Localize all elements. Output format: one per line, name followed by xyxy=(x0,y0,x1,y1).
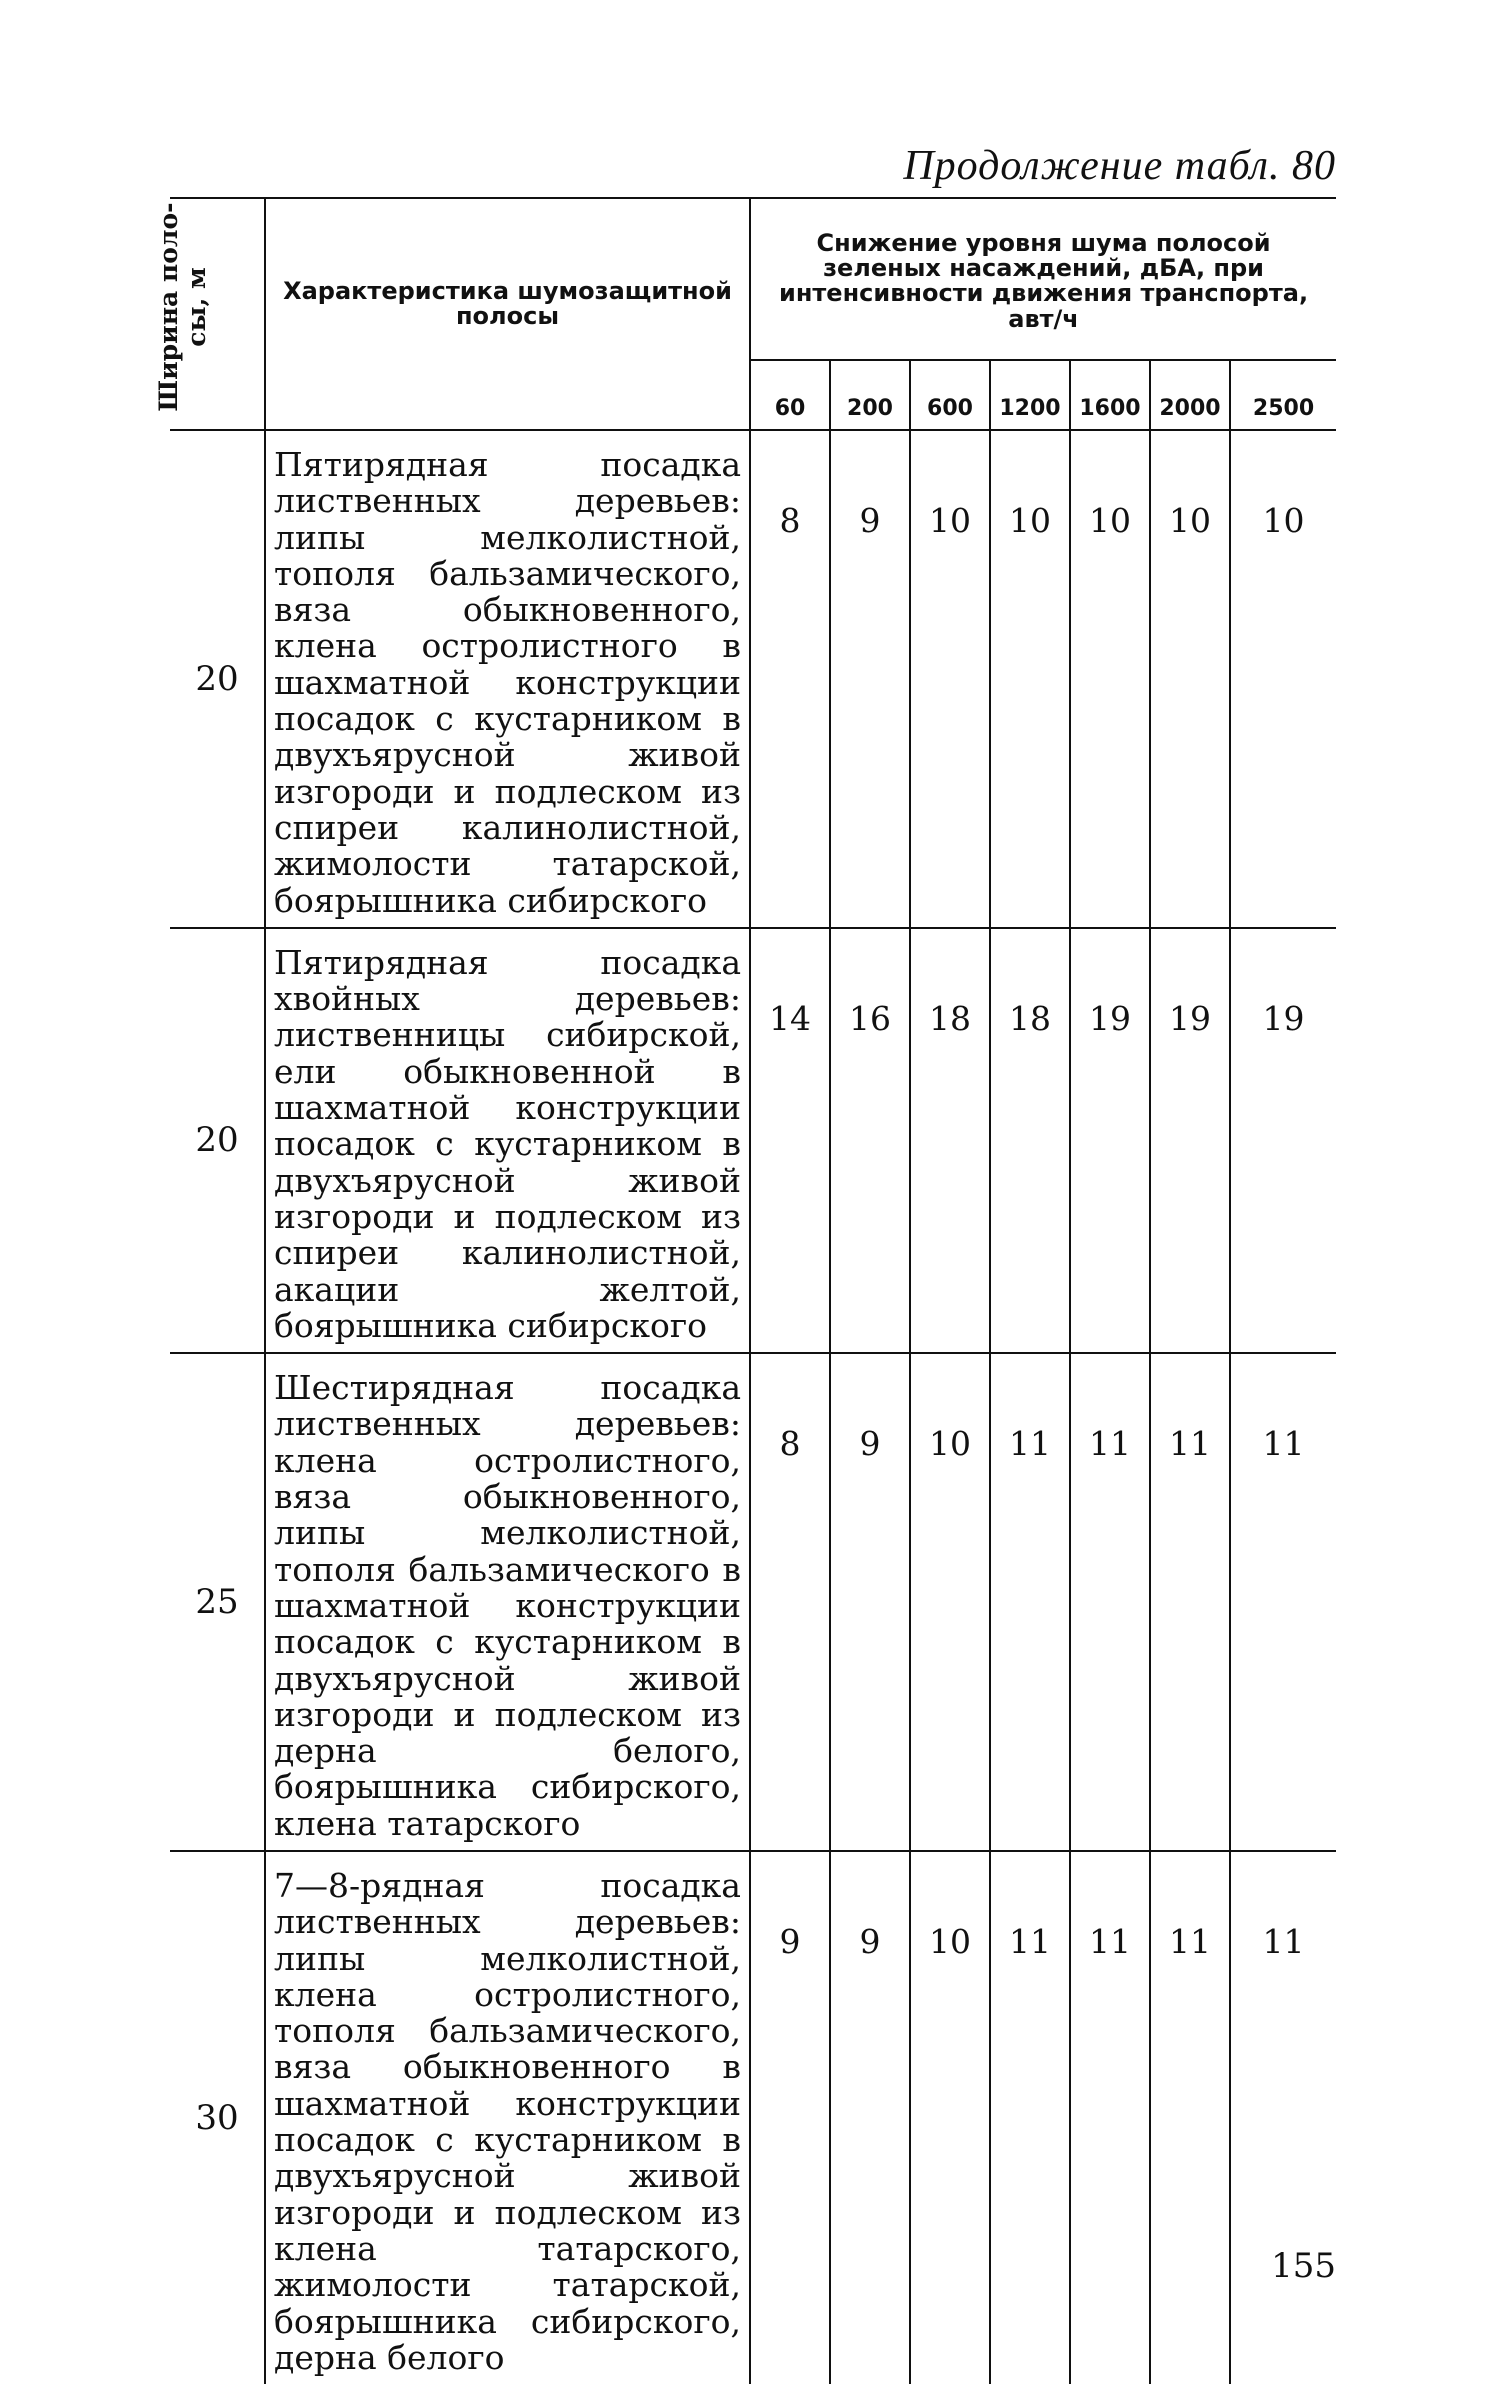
row-value: 18 xyxy=(990,928,1070,1353)
row-value: 9 xyxy=(750,1851,830,2384)
header-intensity: 600 xyxy=(910,360,990,430)
header-intensity: 2500 xyxy=(1230,360,1336,430)
row-value: 10 xyxy=(910,1353,990,1851)
row-description: Пятирядная посадка лиственных деревьев: липы мелколистной, тополя бальзамического, вяза обыкновенного, клена остролистного в шахматной конструкции посадок с кустарником в двухъярусной живой изгороди и подлеском из спиреи калинолистной, жимолости татарской, боярышника сибирского xyxy=(265,430,750,928)
header-characteristic-column xyxy=(265,198,750,430)
row-value: 19 xyxy=(1230,928,1336,1353)
row-value: 11 xyxy=(990,1851,1070,2384)
row-value: 11 xyxy=(1070,1851,1150,2384)
row-value: 10 xyxy=(910,1851,990,2384)
row-width: 20 xyxy=(170,928,265,1353)
row-value: 11 xyxy=(1150,1353,1230,1851)
row-value: 10 xyxy=(1070,430,1150,928)
table-caption: Продолжение табл. 80 xyxy=(903,143,1336,189)
page-number: 155 xyxy=(1271,2246,1336,2286)
row-description: Пятирядная посадка хвойных деревьев: лиственницы сибирской, ели обыкновенной в шахматной конструкции посадок с кустарником в двухъярусной живой изгороди и подлеском из спиреи калинолистной, акации желтой, боярышника сибирского xyxy=(265,928,750,1353)
header-intensity: 60 xyxy=(774,396,806,421)
row-description: 7—8-рядная посадка лиственных деревьев: липы мелколистной, клена остролистного, тополя бальзамического, вяза обыкновенного в шахматной конструкции посадок с кустарником в двухъярусной живой изгороди и подлеском из клена татарского, жимолости татарской, боярышника сибирского, дерна белого xyxy=(265,1851,750,2384)
row-value: 10 xyxy=(910,430,990,928)
row-value: 11 xyxy=(990,1353,1070,1851)
row-value: 11 xyxy=(1150,1851,1230,2384)
row-value: 19 xyxy=(1150,928,1230,1353)
row-value: 9 xyxy=(830,430,910,928)
row-value: 14 xyxy=(750,928,830,1353)
row-value: 16 xyxy=(830,928,910,1353)
table-row xyxy=(170,1353,1336,1851)
row-value: 11 xyxy=(1070,1353,1150,1851)
table-row xyxy=(170,928,1336,1353)
table-row xyxy=(170,1851,1336,2384)
header-width-line2: сы, м xyxy=(181,267,211,347)
noise-reduction-table xyxy=(154,197,1336,2384)
row-width: 20 xyxy=(170,430,265,928)
row-value: 11 xyxy=(1230,1851,1336,2384)
table-row xyxy=(170,430,1336,928)
header-intensity: 1200 xyxy=(990,360,1070,430)
header-intensity: 1600 xyxy=(1070,360,1150,430)
header-width-line1: Ширина поло- xyxy=(154,202,183,412)
row-value: 18 xyxy=(910,928,990,1353)
header-intensity: 2000 xyxy=(1150,360,1230,430)
row-value: 9 xyxy=(830,1353,910,1851)
header-width-column xyxy=(154,198,265,430)
header-characteristic-label: Характеристика шумозащитной полосы xyxy=(283,277,732,331)
row-value: 19 xyxy=(1070,928,1150,1353)
row-value: 9 xyxy=(830,1851,910,2384)
row-width: 25 xyxy=(170,1353,265,1851)
row-width: 30 xyxy=(170,1851,265,2384)
row-value: 8 xyxy=(750,430,830,928)
row-value: 11 xyxy=(1230,1353,1336,1851)
header-reduction-label: Снижение уровня шума полосой зеленых насаждений, дБА, при интенсивности движения транспорта, авт/ч xyxy=(779,229,1309,333)
header-reduction-column xyxy=(750,198,1336,360)
row-value: 10 xyxy=(1150,430,1230,928)
row-description: Шестирядная посадка лиственных деревьев: клена остролистного, вяза обыкновенного, липы мелколистной, тополя бальзамического в шахматной конструкции посадок с кустарником в двухъярусной живой изгороди и подлеском из дерна белого, боярышника сибирского, клена татарского xyxy=(265,1353,750,1851)
row-value: 10 xyxy=(990,430,1070,928)
row-value: 10 xyxy=(1230,430,1336,928)
header-intensity: 200 xyxy=(830,360,910,430)
row-value: 8 xyxy=(750,1353,830,1851)
